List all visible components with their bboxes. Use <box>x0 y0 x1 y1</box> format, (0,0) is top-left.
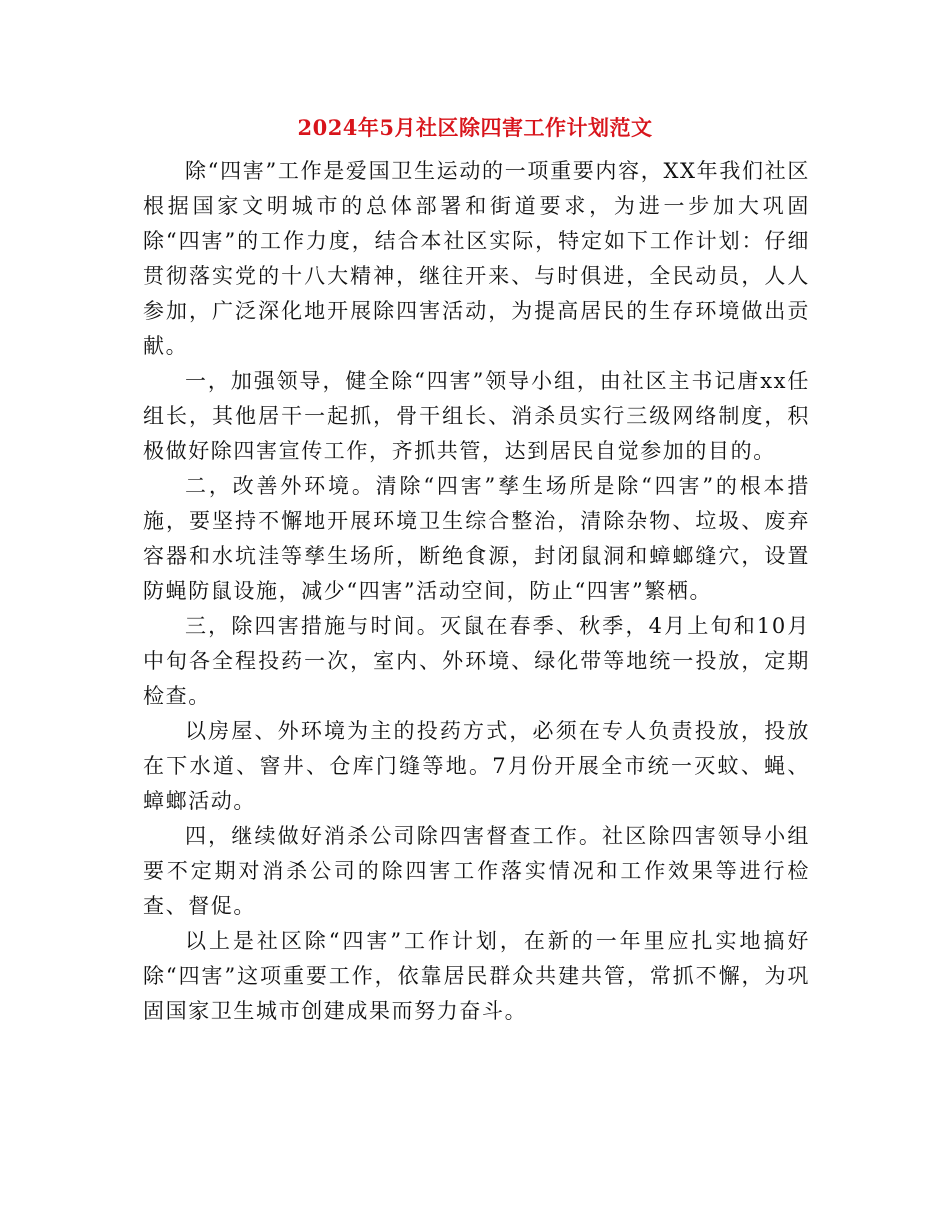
paragraph-supervision: 四，继续做好消杀公司除四害督查工作。社区除四害领导小组要不定期对消杀公司的除四害工作落实情况和工作效果等进行检查、督促。 <box>143 824 810 918</box>
paragraph-intro: 除“四害”工作是爱国卫生运动的一项重要内容，XX年我们社区根据国家文明城市的总体部署和街道要求，为进一步加大巩固除“四害”的工作力度，结合本社区实际，特定如下工作计划：仔细贯彻落实党的十八大精神，继往开来、与时俱进，全民动员，人人参加，广泛深化地开展除四害活动，为提高居民的生存环境做出贡献。 <box>143 159 810 358</box>
paragraph-conclusion: 以上是社区除“四害”工作计划，在新的一年里应扎实地搞好除“四害”这项重要工作，依靠居民群众共建共管，常抓不懈，为巩固国家卫生城市创建成果而努力奋斗。 <box>143 929 810 1023</box>
document-body <box>143 154 810 1029</box>
paragraph-bait-method: 以房屋、外环境为主的投药方式，必须在专人负责投放，投放在下水道、窨井、仓库门缝等地。7月份开展全市统一灭蚊、蝇、蟑螂活动。 <box>143 719 810 813</box>
paragraph-environment: 二，改善外环境。清除“四害”孳生场所是除“四害”的根本措施，要坚持不懈地开展环境卫生综合整治，清除杂物、垃圾、废弃容器和水坑洼等孳生场所，断绝食源，封闭鼠洞和蟑螂缝穴，设置防蝇防鼠设施，减少“四害”活动空间，防止“四害”繁栖。 <box>143 474 810 603</box>
document-title: 2024年5月社区除四害工作计划范文 <box>297 115 653 140</box>
paragraph-leadership: 一，加强领导，健全除“四害”领导小组，由社区主书记唐xx任组长，其他居干一起抓，骨干组长、消杀员实行三级网络制度，积极做好除四害宣传工作，齐抓共管，达到居民自觉参加的目的。 <box>143 369 810 463</box>
paragraph-measures-timing: 三，除四害措施与时间。灭鼠在春季、秋季，4月上旬和10月中旬各全程投药一次，室内、外环境、绿化带等地统一投放，定期检查。 <box>143 614 810 708</box>
